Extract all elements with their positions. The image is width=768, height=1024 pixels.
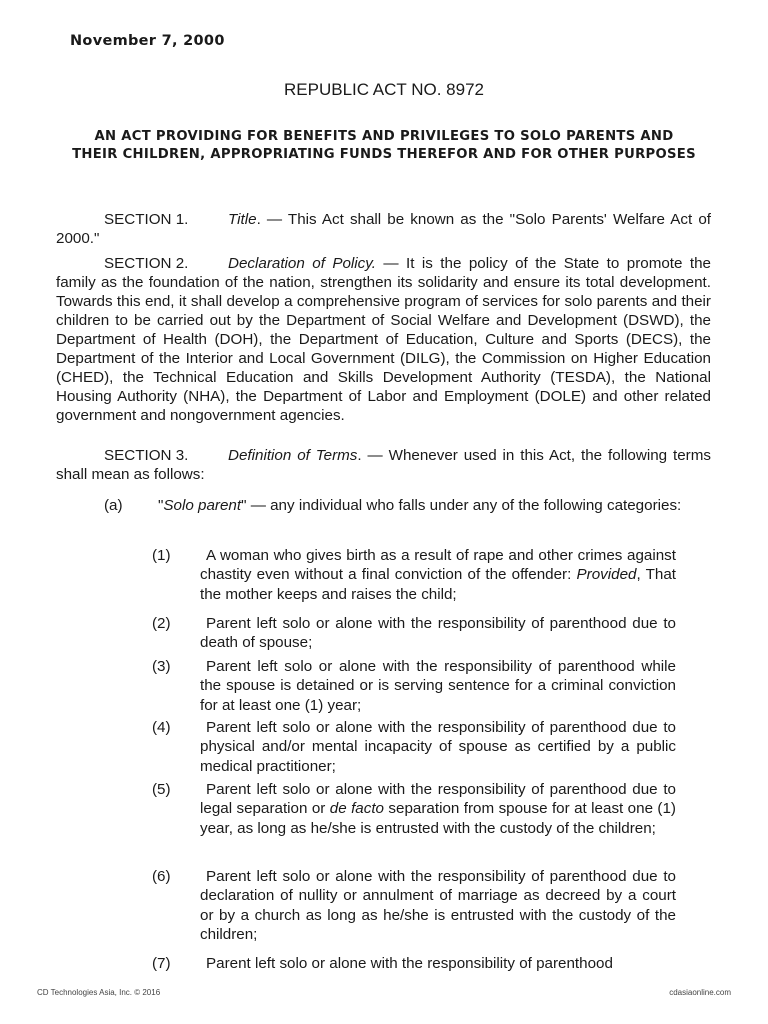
section-3-label: SECTION 3. — [104, 447, 189, 464]
section-1-text: . — This Act shall be known as the "Solo Parents' Welfare Act of 2000." — [56, 211, 711, 247]
section-2-label: SECTION 2. — [104, 255, 189, 272]
section-3-heading: Definition of Terms — [228, 447, 358, 464]
item-text: A woman who gives birth as a result of rape and other crimes against chastity even without a final conviction of the offender: — [200, 547, 676, 584]
section-2 — [56, 254, 711, 425]
footer-website: cdasiaonline.com — [669, 988, 731, 997]
item-number: (5) — [152, 781, 171, 798]
section-2-heading: Declaration of Policy. — [228, 255, 376, 272]
item-text-after: , That the mother keeps and raises the child; — [200, 566, 676, 603]
item-text: Parent left solo or alone with the responsibility of parenthood due to physical and/or mental incapacity of spouse as certified by a public medical practitioner; — [200, 719, 676, 775]
section-1-label: SECTION 1. — [104, 211, 189, 228]
item-emphasis: de facto — [329, 800, 385, 818]
item-number: (1) — [152, 547, 171, 564]
definition-a-quote: " — [158, 497, 164, 514]
item-number: (2) — [152, 615, 171, 632]
item-emphasis: Provided — [576, 566, 637, 584]
item-text-after: separation from spouse for at least one (1) year, as long as he/she is entrusted with the custody of the children; — [200, 800, 676, 837]
item-number: (4) — [152, 719, 171, 736]
item-number: (3) — [152, 658, 171, 675]
item-text: Parent left solo or alone with the responsibility of parenthood while the spouse is detained or is serving sentence for a criminal conviction for at least one (1) year; — [200, 658, 676, 714]
section-3-text: . — Whenever used in this Act, the following terms shall mean as follows: — [56, 447, 711, 483]
item-number: (7) — [152, 955, 171, 972]
act-number: REPUBLIC ACT NO. 8972 — [284, 80, 484, 99]
document-date: November 7, 2000 — [70, 33, 225, 49]
definition-a-label: (a) — [104, 497, 123, 514]
section-2-text: — It is the policy of the State to promote the family as the foundation of the nation, strengthen its solidarity and ensure its total development. Towards this end, it shall develop a comprehensive program of services for solo parents and their children to be carried out by the Department of Social Welfare and Development (DSWD), the Department of Health (DOH), the Department of Education, Culture and Sports (DECS), the Department of the Interior and Local Government (DILG), the Commission on Higher Education (CHED), the Technical Education and Skills Development Authority (TESDA), the National Housing Authority (NHA), the Department of Labor and Employment (DOLE) and other related government and nongovernment agencies. — [56, 255, 712, 424]
item-text: Parent left solo or alone with the responsibility of parenthood due to declaration of nullity or annulment of marriage as decreed by a court or by a church as long as he/she is entrusted with the custody of the children; — [200, 868, 676, 944]
definition-a-text: " — any individual who falls under any of the following categories: — [241, 497, 682, 514]
item-text: Parent left solo or alone with the responsibility of parenthood — [206, 955, 613, 972]
item-text: Parent left solo or alone with the responsibility of parenthood due to legal separation or — [200, 781, 676, 818]
item-number: (6) — [152, 868, 171, 885]
section-1 — [56, 210, 711, 248]
section-1-heading: Title — [228, 211, 257, 228]
footer-copyright: CD Technologies Asia, Inc. © 2016 — [37, 988, 161, 997]
item-text: Parent left solo or alone with the responsibility of parenthood due to death of spouse; — [200, 615, 676, 652]
section-3 — [56, 446, 711, 484]
act-title: AN ACT PROVIDING FOR BENEFITS AND PRIVILEGES TO SOLO PARENTS AND THEIR CHILDREN, APPROPRIATING FUNDS THEREFOR AND FOR OTHER PURPOSES — [72, 129, 696, 162]
definition-a-term: Solo parent — [163, 497, 242, 514]
